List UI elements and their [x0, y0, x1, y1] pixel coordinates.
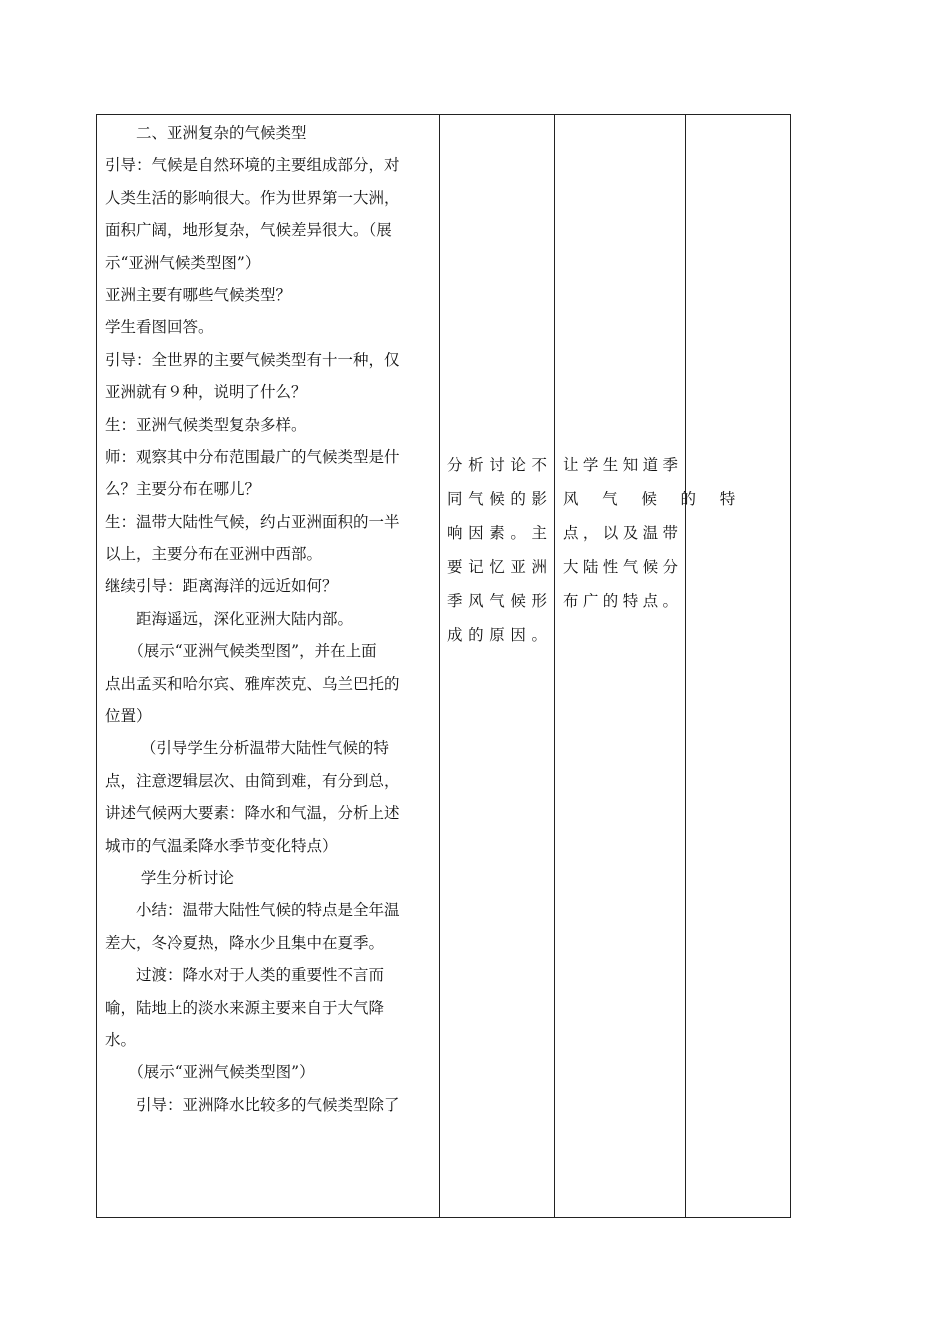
- column-divider: [685, 115, 686, 1217]
- text-line: （引导学生分析温带大陆性气候的特: [105, 739, 389, 758]
- text-line: 风 气 候 的 特: [563, 490, 745, 508]
- text-line: 小结：温带大陆性气候的特点是全年温: [105, 901, 400, 920]
- text-line: 点出孟买和哈尔宾、雅库茨克、乌兰巴托的: [105, 674, 400, 693]
- text-line: 么？主要分布在哪儿？: [105, 480, 261, 499]
- text-line: 面积广阔，地形复杂，气候差异很大。（展: [105, 221, 392, 240]
- text-line: （展示“亚洲气候类型图”）: [105, 1063, 315, 1082]
- text-line: 位置）: [105, 707, 152, 726]
- text-line: 成的原因。: [447, 626, 553, 644]
- student-activity-column: [447, 448, 553, 652]
- text-line: 过渡：降水对于人类的重要性不言而: [105, 966, 385, 985]
- text-line: 引导：全世界的主要气候类型有十一种，仅: [105, 350, 400, 369]
- column-divider: [439, 115, 440, 1217]
- text-line: 要记忆亚洲: [447, 558, 553, 576]
- text-line: 点，以及温带: [563, 524, 683, 542]
- text-line: 讲述气候两大要素：降水和气温，分析上述: [105, 804, 400, 823]
- text-line: 亚洲就有９种，说明了什么？: [105, 383, 307, 402]
- text-line: 距海遥远，深化亚洲大陆内部。: [105, 609, 354, 628]
- text-line: 城市的气温柔降水季节变化特点）: [105, 836, 338, 855]
- text-line: 引导：气候是自然环境的主要组成部分，对: [105, 156, 400, 175]
- text-line: （展示“亚洲气候类型图”，并在上面: [105, 642, 377, 661]
- text-line: 水。: [105, 1030, 137, 1049]
- lesson-plan-table: [96, 114, 791, 1218]
- text-line: 让学生知道季: [563, 456, 683, 474]
- text-line: 喻，陆地上的淡水来源主要来自于大气降: [105, 998, 385, 1017]
- text-line: 人类生活的影响很大。作为世界第一大洲，: [105, 188, 400, 207]
- text-line: 布广的特点。: [563, 592, 683, 610]
- text-line: 生：亚洲气候类型复杂多样。: [105, 415, 307, 434]
- text-line: 学生分析讨论: [105, 868, 234, 887]
- text-line: 点，注意逻辑层次、由简到难，有分到总，: [105, 771, 400, 790]
- text-line: 示“亚洲气候类型图”）: [105, 253, 261, 272]
- text-line: 继续引导：距离海洋的远近如何？: [105, 577, 338, 596]
- text-line: 引导：亚洲降水比较多的气候类型除了: [105, 1095, 400, 1114]
- text-line: 亚洲主要有哪些气候类型？: [105, 285, 292, 304]
- text-line: 季风气候形: [447, 592, 553, 610]
- text-line: 生：温带大陆性气候，约占亚洲面积的一半: [105, 512, 400, 531]
- text-line: 学生看图回答。: [105, 318, 214, 337]
- column-divider: [554, 115, 555, 1217]
- text-line: 师：观察其中分布范围最广的气候类型是什: [105, 447, 400, 466]
- text-line: 以上，主要分布在亚洲中西部。: [105, 545, 323, 564]
- text-line: 同气候的影: [447, 490, 553, 508]
- text-line: 分析讨论不: [447, 456, 553, 474]
- text-line: 响因素。主: [447, 524, 553, 542]
- teaching-content-column: [105, 117, 431, 1121]
- text-line: 二、亚洲复杂的气候类型: [105, 124, 307, 142]
- design-intent-column: [563, 448, 745, 618]
- text-line: 差大，冬冷夏热，降水少且集中在夏季。: [105, 933, 385, 952]
- text-line: 大陆性气候分: [563, 558, 683, 576]
